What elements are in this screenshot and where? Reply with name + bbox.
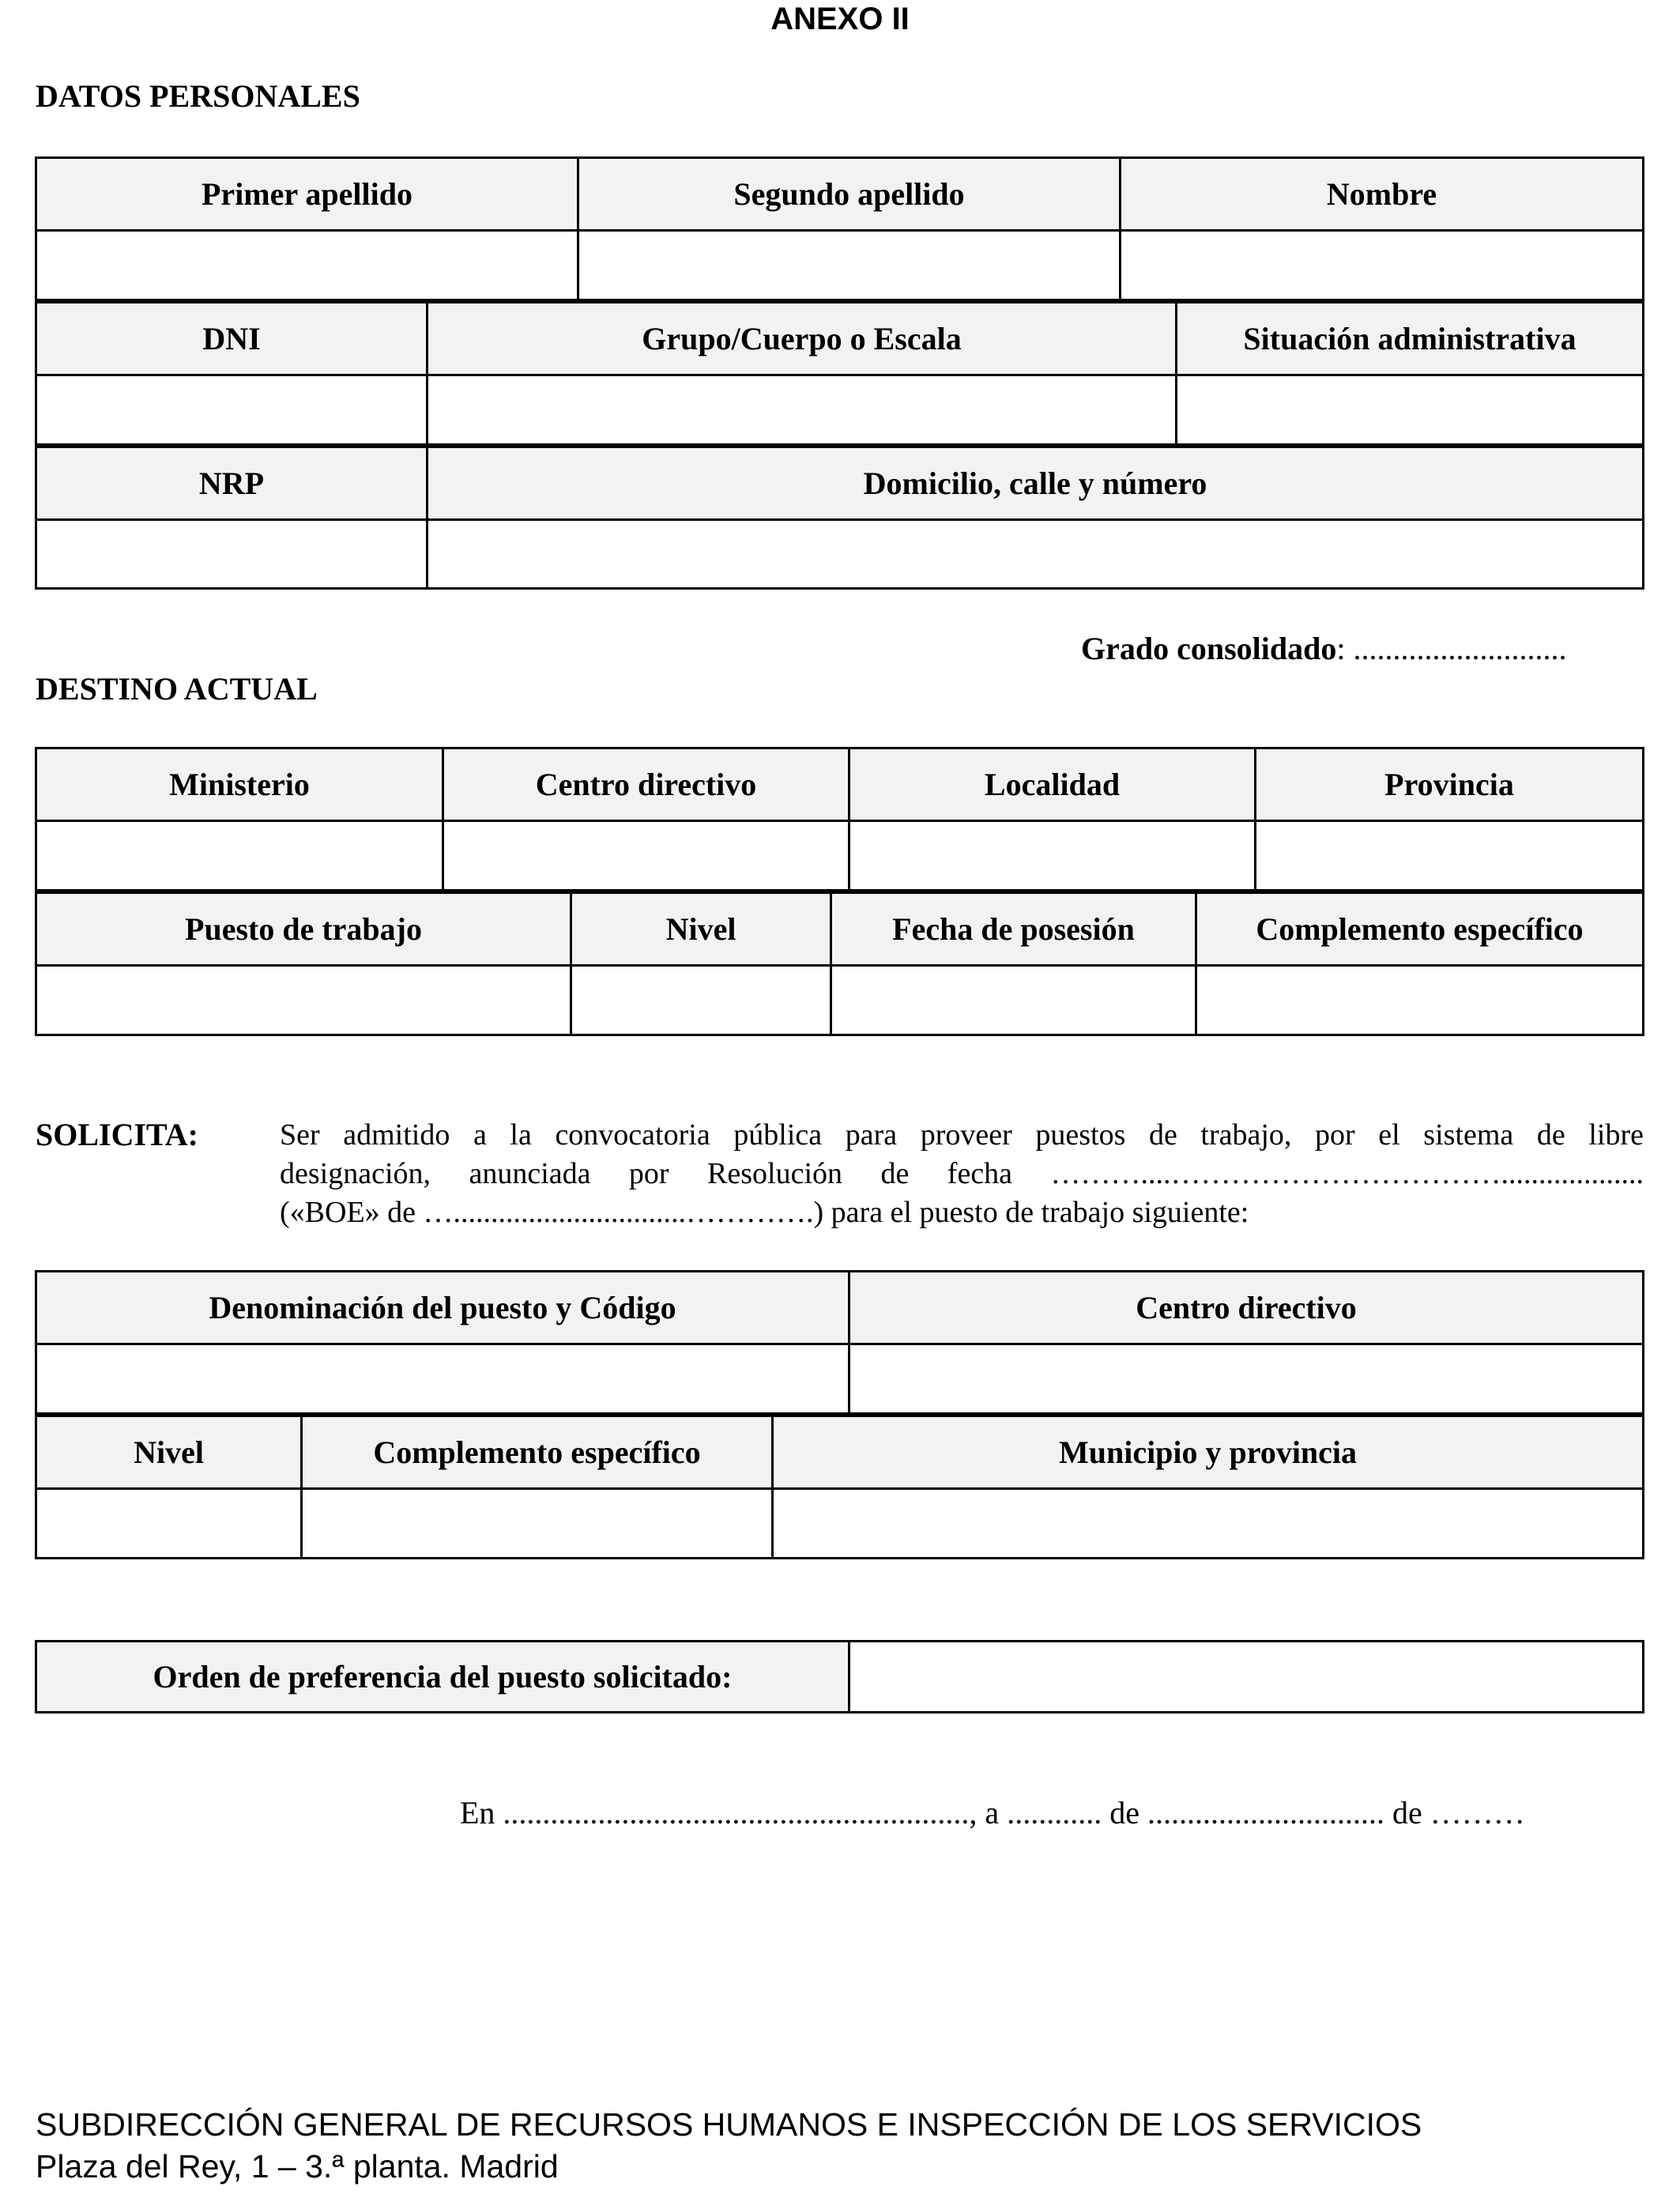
grado-consolidado [1081,630,1567,667]
field-dni[interactable] [37,376,428,443]
header-puesto-centro-directivo: Centro directivo [850,1272,1642,1345]
header-puesto-complemento: Complemento específico [303,1417,774,1490]
header-grupo-cuerpo: Grupo/Cuerpo o Escala [428,303,1177,376]
field-orden-preferencia[interactable] [850,1642,1642,1711]
header-primer-apellido: Primer apellido [37,159,579,232]
field-puesto-centro-directivo[interactable] [850,1345,1642,1412]
header-ministerio: Ministerio [37,749,444,822]
puesto-solicitado-table-2 [35,1415,1644,1559]
header-puesto-de-trabajo: Puesto de trabajo [37,894,572,967]
datos-personales-table-3 [35,446,1644,590]
orden-preferencia-label: Orden de preferencia del puesto solicitado: [37,1642,850,1711]
header-provincia: Provincia [1256,749,1642,822]
field-segundo-apellido[interactable] [579,232,1121,299]
puesto-solicitado-table-1 [35,1270,1644,1415]
field-primer-apellido[interactable] [37,232,579,299]
header-nombre: Nombre [1121,159,1642,232]
header-dni: DNI [37,303,428,376]
header-centro-directivo: Centro directivo [444,749,850,822]
header-nivel: Nivel [572,894,832,967]
field-provincia[interactable] [1256,822,1642,889]
header-fecha-de-posesion: Fecha de posesión [832,894,1197,967]
field-denominacion-puesto[interactable] [37,1345,850,1412]
field-fecha-de-posesion[interactable] [832,967,1197,1034]
field-ministerio[interactable] [37,822,444,889]
header-puesto-nivel: Nivel [37,1417,303,1490]
header-municipio-provincia: Municipio y provincia [774,1417,1642,1490]
header-situacion-administrativa: Situación administrativa [1177,303,1642,376]
field-nivel[interactable] [572,967,832,1034]
field-centro-directivo[interactable] [444,822,850,889]
datos-personales-table-1 [35,156,1644,301]
solicita-line-1: Ser admitido a la convocatoria pública para proveer puestos de trabajo, por el sistema de libre [280,1118,1644,1152]
header-domicilio: Domicilio, calle y número [428,448,1642,521]
header-segundo-apellido: Segundo apellido [579,159,1121,232]
field-grupo-cuerpo[interactable] [428,376,1177,443]
page-title: ANEXO II [770,2,910,36]
destino-actual-table-1 [35,747,1644,892]
field-domicilio[interactable] [428,521,1642,587]
solicita-label: SOLICITA: [36,1117,198,1152]
section-heading-datos-personales: DATOS PERSONALES [36,78,360,114]
destino-actual-table-2 [35,892,1644,1036]
solicita-line-2: designación, anunciada por Resolución de fecha ………....……………………………................... [280,1157,1644,1190]
field-municipio-provincia[interactable] [774,1490,1642,1557]
field-puesto-nivel[interactable] [37,1490,303,1557]
field-puesto-de-trabajo[interactable] [37,967,572,1034]
field-nrp[interactable] [37,521,428,587]
datos-personales-table-2 [35,301,1644,446]
footer-address [36,2104,1422,2188]
field-localidad[interactable] [850,822,1256,889]
header-localidad: Localidad [850,749,1256,822]
orden-preferencia-table [35,1640,1644,1713]
solicita-text [280,1116,1644,1232]
field-situacion-administrativa[interactable] [1177,376,1642,443]
grado-consolidado-label: Grado consolidado [1081,631,1337,666]
field-puesto-complemento[interactable] [303,1490,774,1557]
field-nombre[interactable] [1121,232,1642,299]
solicita-line-3: («BOE» de …...............................………….) para el puesto de trabajo siguiente: [280,1196,1249,1229]
footer-line-2: Plaza del Rey, 1 – 3.ª planta. Madrid [36,2148,559,2185]
section-heading-destino-actual: DESTINO ACTUAL [36,671,318,707]
lugar-fecha-line: En ..........................................................., a ............ de .............................. de ……… [460,1795,1525,1830]
grado-consolidado-field[interactable]: : ........................... [1336,631,1567,666]
header-denominacion-puesto: Denominación del puesto y Código [37,1272,850,1345]
header-complemento-especifico: Complemento específico [1197,894,1642,967]
footer-line-1: SUBDIRECCIÓN GENERAL DE RECURSOS HUMANOS E INSPECCIÓN DE LOS SERVICIOS [36,2106,1422,2143]
field-complemento-especifico[interactable] [1197,967,1642,1034]
header-nrp: NRP [37,448,428,521]
